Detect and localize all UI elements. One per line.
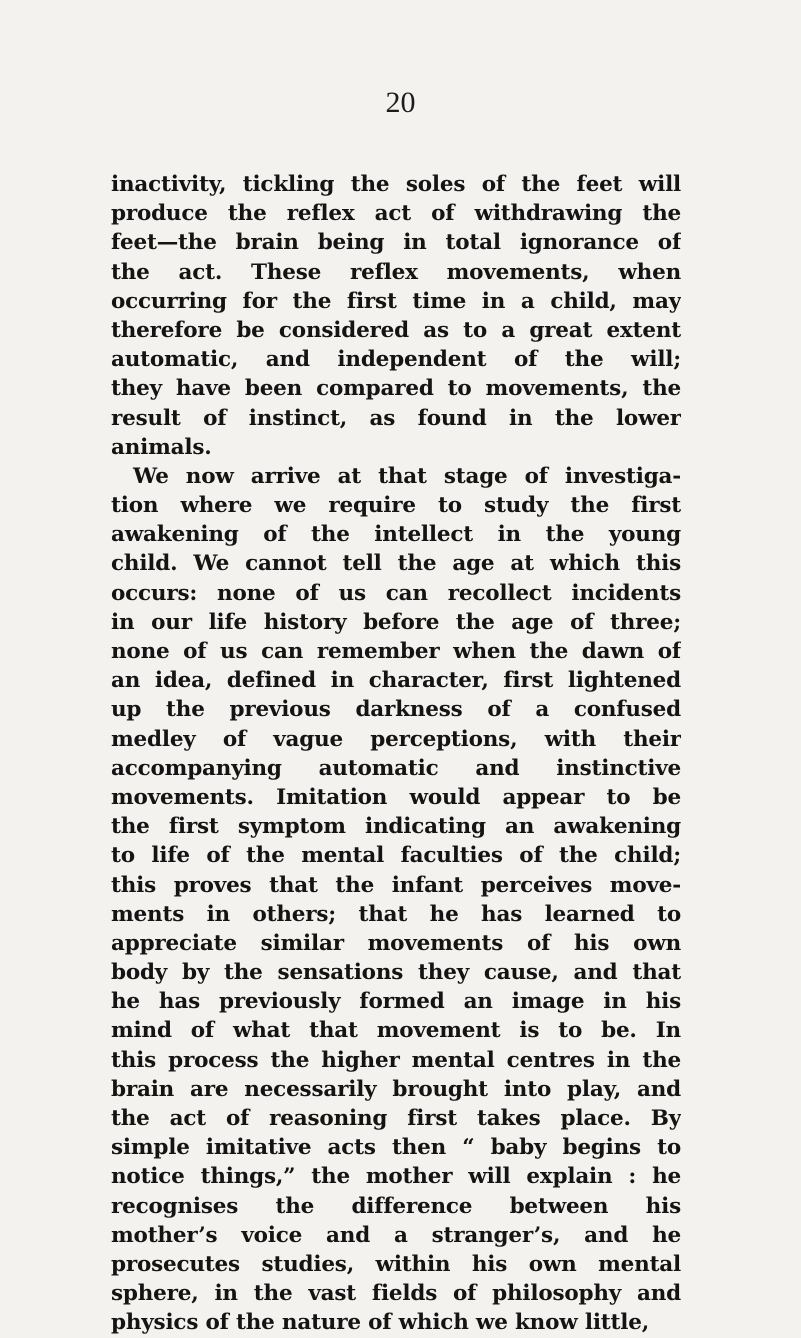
text-line: ments in others; that he has learned to xyxy=(111,901,681,927)
page-number: 20 xyxy=(385,86,416,119)
text-line: an idea, defined in character, first lightened xyxy=(111,668,681,694)
text-line: in our life history before the age of three; xyxy=(111,609,681,635)
text-line: automatic, and independent of the will; xyxy=(111,347,681,373)
text-line: accompanying automatic and instinctive xyxy=(111,755,681,781)
text-line: simple imitative acts then “ baby begins to xyxy=(111,1135,681,1161)
text-line: they have been compared to movements, the xyxy=(111,376,681,402)
text-line: sphere, in the vast fields of philosophy and xyxy=(111,1281,681,1307)
text-line: up the previous darkness of a confused xyxy=(111,697,681,723)
text-line: inactivity, tickling the soles of the feet will xyxy=(111,172,681,197)
text-line: animals. xyxy=(111,434,212,460)
text-line: brain are necessarily brought into play, and xyxy=(111,1076,681,1102)
text-line: recognises the difference between his xyxy=(111,1193,681,1219)
body-text xyxy=(111,170,681,1338)
text-line: result of instinct, as found in the lower xyxy=(111,405,681,431)
text-line: this process the higher mental centres in the xyxy=(111,1047,681,1073)
text-line: child. We cannot tell the age at which this xyxy=(111,551,681,577)
text-line: medley of vague perceptions, with their xyxy=(111,726,681,752)
text-line: body by the sensations they cause, and that xyxy=(111,960,681,986)
text-line: produce the reflex act of withdrawing the xyxy=(111,201,681,227)
text-line: occurs: none of us can recollect incidents xyxy=(111,580,681,606)
text-line: appreciate similar movements of his own xyxy=(111,930,681,956)
text-line: he has previously formed an image in his xyxy=(111,989,681,1015)
text-line: therefore be considered as to a great extent xyxy=(111,317,681,343)
text-line: mind of what that movement is to be. In xyxy=(111,1018,681,1044)
text-line: We now arrive at that stage of investiga- xyxy=(133,463,681,489)
text-line: none of us can remember when the dawn of xyxy=(111,639,681,664)
text-line: occurring for the first time in a child, may xyxy=(111,288,681,314)
text-line: prosecutes studies, within his own mental xyxy=(111,1251,681,1277)
text-line: physics of the nature of which we know little, xyxy=(111,1310,649,1336)
text-line: movements. Imitation would appear to be xyxy=(111,784,681,810)
text-line: this proves that the infant perceives move- xyxy=(111,872,681,898)
text-line: the act of reasoning first takes place. By xyxy=(111,1106,681,1131)
text-line: mother’s voice and a stranger’s, and he xyxy=(111,1222,681,1248)
text-line: awakening of the intellect in the young xyxy=(111,522,681,548)
text-line: feet—the brain being in total ignorance of xyxy=(111,230,681,256)
text-line: notice things,” the mother will explain : he xyxy=(111,1164,681,1190)
text-line: the act. These reflex movements, when xyxy=(111,259,681,285)
text-line: to life of the mental faculties of the child; xyxy=(111,843,681,869)
text-line: the first symptom indicating an awakening xyxy=(111,814,681,840)
text-line: tion where we require to study the first xyxy=(111,493,681,519)
